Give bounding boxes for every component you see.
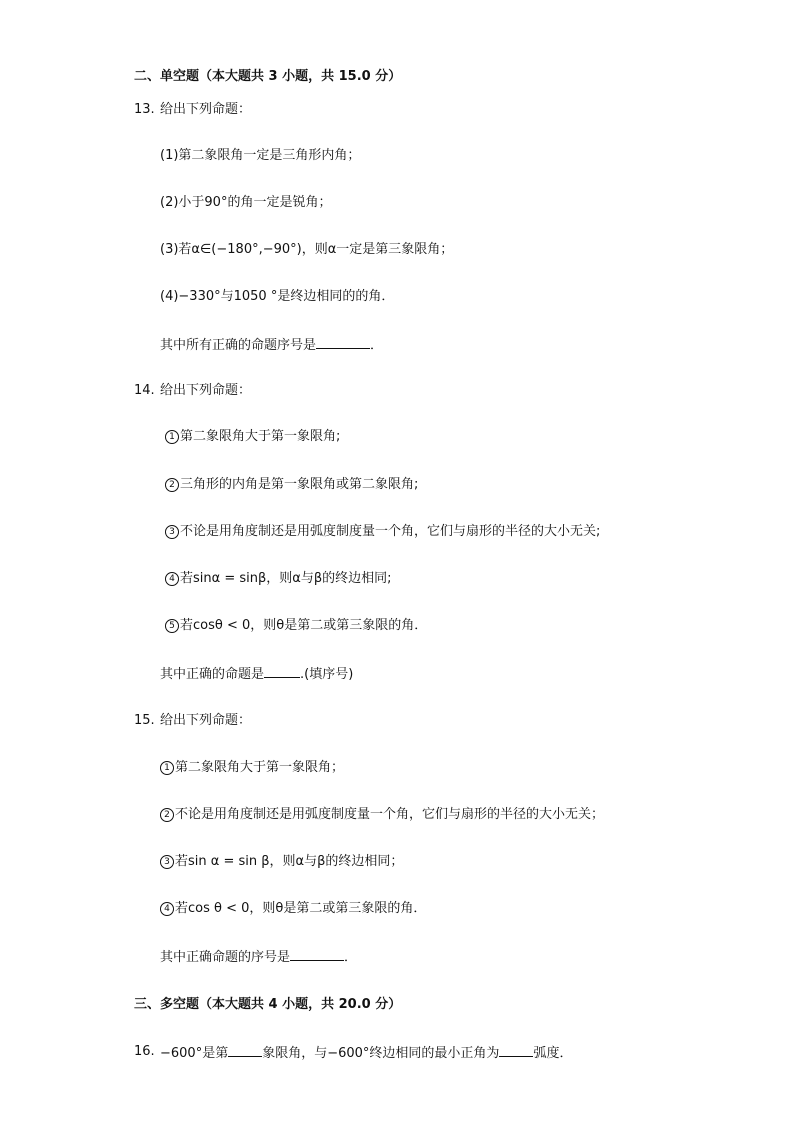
circled-number: 2 xyxy=(165,478,179,492)
question-15-stem: 给出下列命题： xyxy=(160,713,252,728)
question-14-stem: 给出下列命题： xyxy=(160,383,252,398)
item-text: 不论是用角度制还是用弧度制度量一个角，它们与扇形的半径的大小无关; xyxy=(180,524,601,539)
item-text: 若cos θ < 0，则θ是第二或第三象限的角． xyxy=(175,901,427,916)
circled-number: 4 xyxy=(165,572,179,586)
question-15-item-2 xyxy=(160,806,604,824)
question-13-item-2: (2)小于90°的角一定是锐角； xyxy=(160,195,332,210)
circled-number: 3 xyxy=(160,855,174,869)
question-13-prompt-end: ． xyxy=(370,338,384,353)
question-16-part-2: 象限角，与−600°终边相同的最小正角为 xyxy=(262,1046,500,1061)
answer-blank[interactable] xyxy=(290,947,344,961)
item-text: 若sinα = sinβ，则α与β的终边相同; xyxy=(180,571,392,586)
question-13-item-4: (4)−330°与1050 °是终边相同的的角． xyxy=(160,289,395,304)
question-13-prompt-text: 其中所有正确的命题序号是 xyxy=(160,338,317,353)
circled-number: 3 xyxy=(165,525,179,539)
question-13-prompt xyxy=(160,335,383,355)
section-heading-single-blank: 二、单空题（本大题共 3 小题，共 15.0 分） xyxy=(134,69,402,84)
circled-number: 4 xyxy=(160,902,174,916)
question-14-prompt-end: .(填序号) xyxy=(300,667,354,682)
question-15-item-3 xyxy=(160,853,403,871)
item-text: 第二象限角大于第一象限角; xyxy=(180,429,341,444)
question-14-item-3 xyxy=(165,523,600,541)
question-13-item-3: (3)若α∈(−180°,−90°)，则α一定是第三象限角； xyxy=(160,242,454,257)
question-15-prompt-end: ． xyxy=(344,950,358,965)
answer-blank[interactable] xyxy=(264,664,300,678)
question-14-item-2 xyxy=(165,476,418,494)
question-15-prompt xyxy=(160,947,357,967)
answer-blank[interactable] xyxy=(316,335,370,349)
answer-blank-1[interactable] xyxy=(228,1043,262,1057)
answer-blank-2[interactable] xyxy=(499,1043,533,1057)
question-13-stem: 给出下列命题： xyxy=(160,102,252,117)
circled-number: 5 xyxy=(165,619,179,633)
item-text: 若sin α = sin β，则α与β的终边相同； xyxy=(175,854,404,869)
question-13-item-1: (1)第二象限角一定是三角形内角； xyxy=(160,148,361,163)
question-14-item-5 xyxy=(165,617,427,635)
question-14-item-1 xyxy=(165,428,340,446)
question-14-number: 14. xyxy=(134,383,155,398)
question-16-number: 16. xyxy=(134,1044,155,1059)
item-text: 三角形的内角是第一象限角或第二象限角; xyxy=(180,477,419,492)
question-14-item-4 xyxy=(165,570,392,588)
item-text: 若cosθ < 0，则θ是第二或第三象限的角． xyxy=(180,618,428,633)
item-text: 第二象限角大于第一象限角； xyxy=(175,760,345,775)
circled-number: 2 xyxy=(160,808,174,822)
question-15-number: 15. xyxy=(134,713,155,728)
question-16-text xyxy=(160,1043,572,1063)
section-heading-multi-blank: 三、多空题（本大题共 4 小题，共 20.0 分） xyxy=(134,997,402,1012)
circled-number: 1 xyxy=(160,761,174,775)
question-15-prompt-text: 其中正确命题的序号是 xyxy=(160,950,291,965)
question-13-number: 13. xyxy=(134,102,155,117)
circled-number: 1 xyxy=(165,430,179,444)
item-text: 不论是用角度制还是用弧度制度量一个角，它们与扇形的半径的大小无关； xyxy=(175,807,605,822)
question-14-prompt-text: 其中正确的命题是 xyxy=(160,667,265,682)
question-15-item-1 xyxy=(160,759,344,777)
question-16-part-1: −600°是第 xyxy=(160,1046,229,1061)
question-16-part-3: 弧度． xyxy=(533,1046,573,1061)
question-15-item-4 xyxy=(160,900,426,918)
question-14-prompt xyxy=(160,664,353,684)
